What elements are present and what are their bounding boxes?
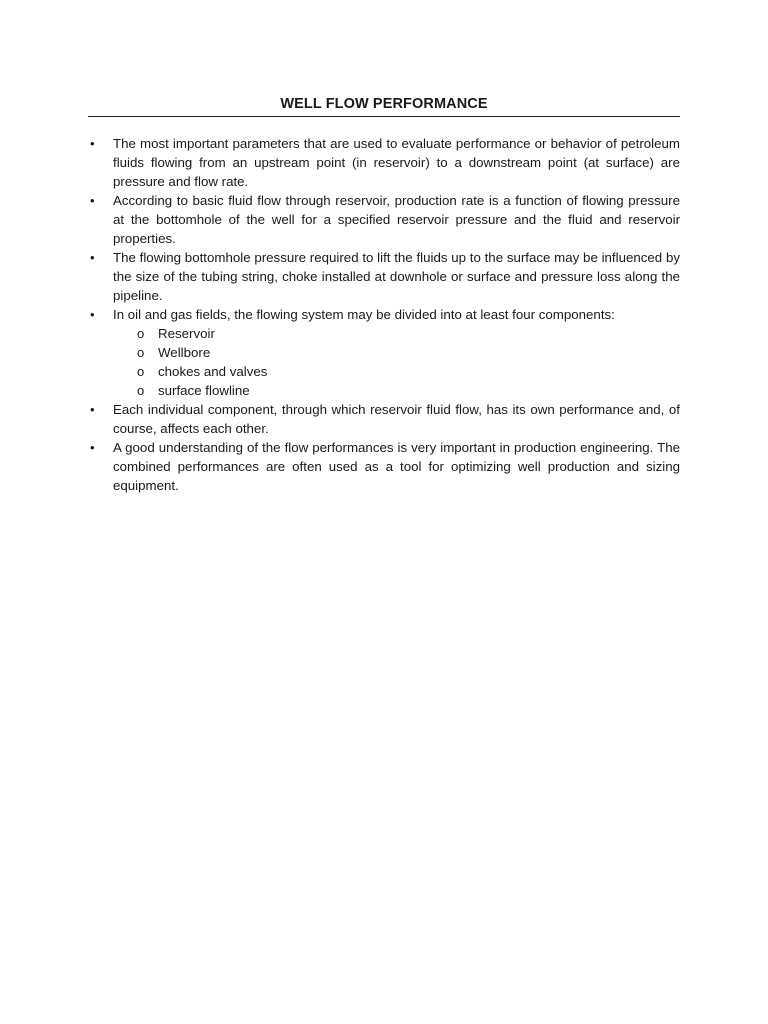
bullet-marker: • [90, 440, 95, 455]
sub-list-item [113, 324, 680, 343]
sub-bullet-marker: o [137, 383, 145, 398]
bullet-list-continued [88, 400, 680, 495]
page-title: WELL FLOW PERFORMANCE [88, 93, 680, 117]
bullet-marker: • [90, 136, 95, 151]
sub-list-item [113, 362, 680, 381]
bullet-text: In oil and gas fields, the flowing system may be divided into at least four components: [113, 307, 615, 322]
bullet-text: A good understanding of the flow performances is very important in production engineering. The combined performances are often used as a tool for optimizing well production and sizing equipment. [113, 440, 680, 493]
bullet-text: According to basic fluid flow through reservoir, production rate is a function of flowing pressure at the bottomhole of the well for a specified reservoir pressure and the fluid and reservoir properties. [113, 193, 680, 246]
sub-list-item [113, 381, 680, 400]
bullet-marker: • [90, 402, 95, 417]
sub-bullet-marker: o [137, 326, 145, 341]
bullet-item [88, 438, 680, 495]
sub-list-item [113, 343, 680, 362]
sub-bullet-list [88, 324, 680, 400]
bullet-list [88, 134, 680, 324]
sub-item-text: Wellbore [158, 345, 211, 360]
sub-item-text: surface flowline [158, 383, 250, 398]
sub-item-text: chokes and valves [158, 364, 268, 379]
bullet-marker: • [90, 193, 95, 208]
bullet-marker: • [90, 250, 95, 265]
bullet-item [88, 305, 680, 324]
bullet-text: The flowing bottomhole pressure required to lift the fluids up to the surface may be influenced by the size of the tubing string, choke installed at downhole or surface and pressure loss along the pipeline. [113, 250, 680, 303]
bullet-text: Each individual component, through which reservoir fluid flow, has its own performance and, of course, affects each other. [113, 402, 680, 436]
bullet-marker: • [90, 307, 95, 322]
bullet-item [88, 191, 680, 248]
bullet-item [88, 400, 680, 438]
document-page [88, 93, 680, 495]
sub-item-text: Reservoir [158, 326, 215, 341]
bullet-item [88, 134, 680, 191]
sub-bullet-marker: o [137, 345, 145, 360]
sub-bullet-marker: o [137, 364, 145, 379]
bullet-text: The most important parameters that are used to evaluate performance or behavior of petroleum fluids flowing from an upstream point (in reservoir) to a downstream point (at surface) are pressure and flow rate. [113, 136, 680, 189]
bullet-item [88, 248, 680, 305]
